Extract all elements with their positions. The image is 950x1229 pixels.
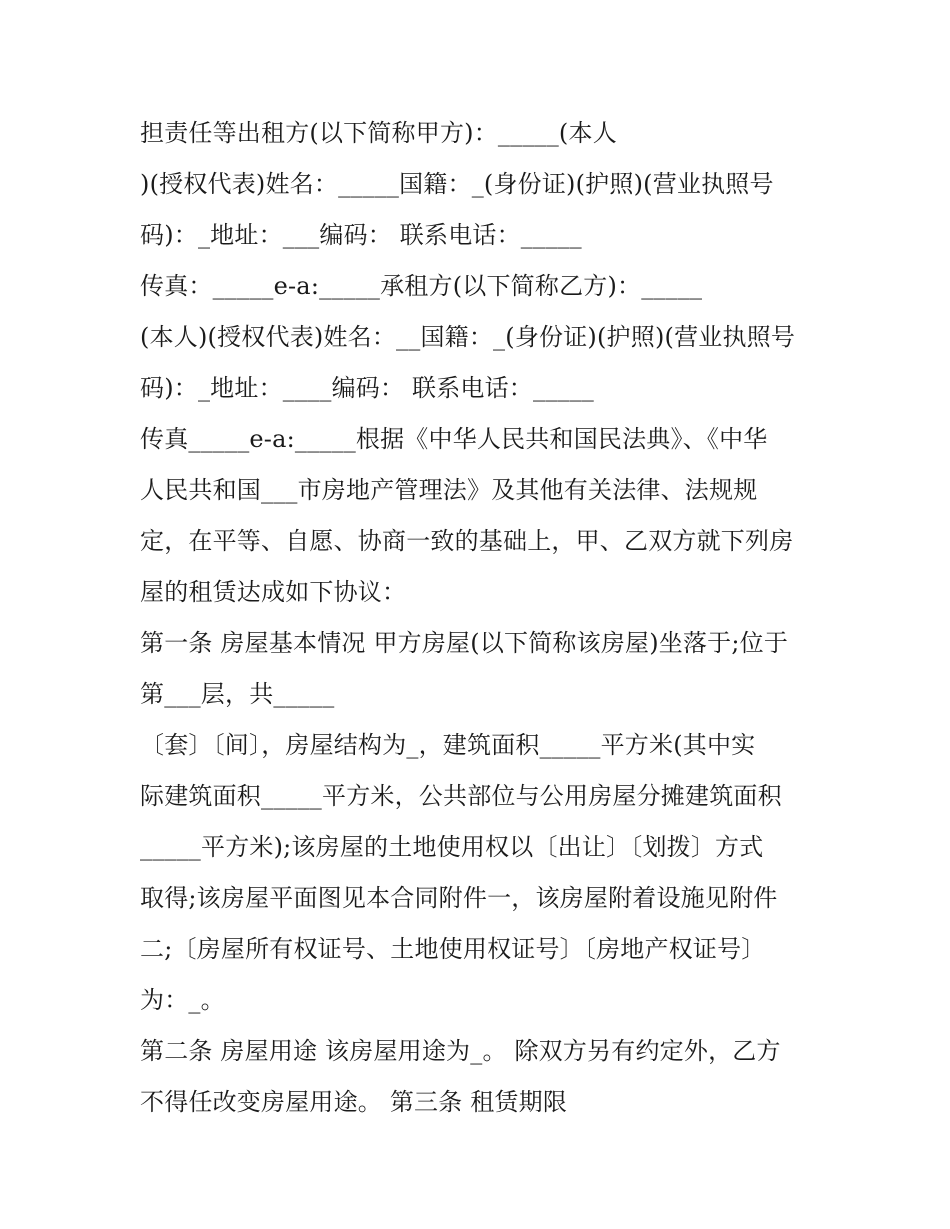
text-line: 码)：_地址：____编码： 联系电话：_____ <box>140 374 594 402</box>
text-line: )(授权代表)姓名：_____国籍：_(身份证)(护照)(营业执照号 <box>140 170 774 198</box>
text-line: (本人)(授权代表)姓名：__国籍：_(身份证)(护照)(营业执照号 <box>140 323 796 351</box>
text-line: 为：_。 <box>140 986 225 1014</box>
text-line: 取得;该房屋平面图见本合同附件一，该房屋附着设施见附件 <box>140 884 778 912</box>
text-line: 传真_____e-a:_____根据《中华人民共和国民法典》、《中华 <box>140 425 768 453</box>
text-line: 〔套〕〔间〕，房屋结构为_，建筑面积_____平方米(其中实 <box>140 731 756 759</box>
text-line: 人民共和国___市房地产管理法》及其他有关法律、法规规 <box>140 476 758 504</box>
text-line: 码)：_地址：___编码： 联系电话：_____ <box>140 221 582 249</box>
text-line: 不得任改变房屋用途。 第三条 租赁期限 <box>140 1088 568 1116</box>
text-line: _____平方米);该房屋的土地使用权以〔出让〕〔划拨〕方式 <box>140 833 764 861</box>
text-line: 第___层，共_____ <box>140 680 335 708</box>
text-line: 屋的租赁达成如下协议： <box>140 578 407 606</box>
text-line: 二;〔房屋所有权证号、土地使用权证号〕〔房地产权证号〕 <box>140 935 766 963</box>
text-line: 第一条 房屋基本情况 甲方房屋(以下简称该房屋)坐落于;位于 <box>140 629 789 657</box>
text-line: 定，在平等、自愿、协商一致的基础上，甲、乙双方就下列房 <box>140 527 794 555</box>
text-line: 担责任等出租方(以下简称甲方)：_____(本人 <box>140 119 617 147</box>
text-line: 传真：_____e-a:_____承租方(以下简称乙方)：_____ <box>140 272 703 300</box>
contract-text <box>140 108 840 1128</box>
text-line: 第二条 房屋用途 该房屋用途为_。 除双方另有约定外，乙方 <box>140 1037 781 1065</box>
text-line: 际建筑面积_____平方米，公共部位与公用房屋分摊建筑面积 <box>140 782 782 810</box>
